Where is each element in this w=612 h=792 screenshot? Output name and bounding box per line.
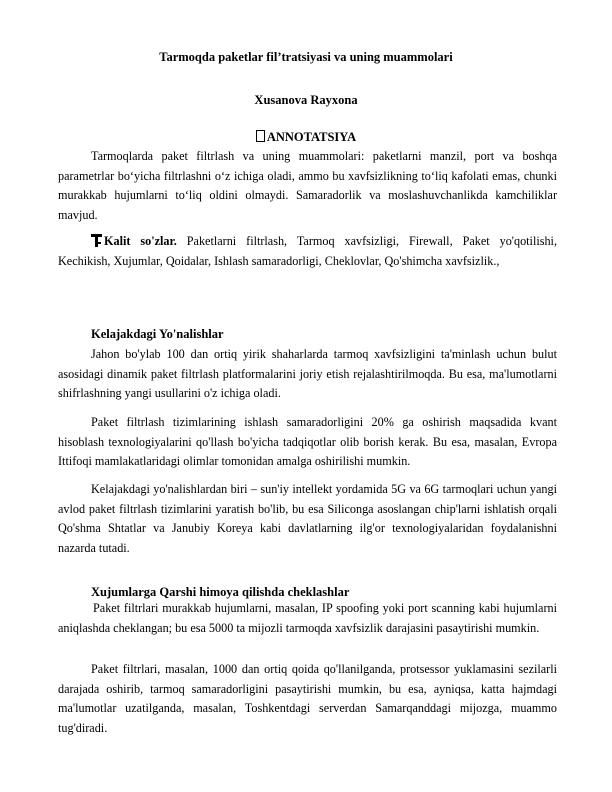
key-icon	[91, 234, 102, 247]
author-name: Xusanova Rayxona	[254, 93, 358, 107]
paper-title: Tarmoqda paketlar fil’tratsiyasi va uning muammolari	[159, 50, 453, 64]
section1-paragraph-1: Jahon bo'ylab 100 dan ortiq yirik shaharlarda tarmoq xavfsizligini ta'minlash uchun bulut asosidagi dinamik paket filtrlash platformalarini joriy etish rejalashtirilmoqda. Bu esa, ma'lumotlarni shifrlashning yangi usullarini o'z ichiga oladi.	[58, 347, 557, 401]
abstract-heading: ANNOTATSIYA	[0, 130, 612, 145]
keywords-label: Kalit so'zlar.	[104, 234, 177, 248]
abstract-text: Tarmoqlarda paket filtrlash va uning muammolari: paketlarni manzil, port va boshqa parametrlar bo‘yicha filtrlashni o‘z ichiga oladi, ammo bu xavfsizlikning to‘liq kafolati emas, chunki murakkab hujumlarni to‘liq oldini olmaydi. Samaradorlik va moslashuvchanlikda kamchiliklar mavjud.	[58, 149, 557, 222]
section1-paragraph-2: Paket filtrlash tizimlarining ishlash samaradorligini 20% ga oshirish maqsadida kvant hisoblash texnologiyalarini qo'llash bo'yicha tadqiqotlar olib borish kerak. Bu esa, masalan, Evropa Ittifoqi mamlakatlaridagi olimlar tomonidan amalga oshirilishi mumkin.	[58, 415, 557, 469]
keywords-text: Paketlarni filtrlash, Tarmoq xavfsizligi, Firewall, Paket yo'qotilishi, Kechikish, Xujumlar, Qoidalar, Ishlash samaradorligi, Cheklovlar, Qo'shimcha xavfsizlik.,	[58, 234, 557, 268]
section1-paragraph-3: Kelajakdagi yo'nalishlardan biri – sun'iy intellekt yordamida 5G va 6G tarmoqlari uchun yangi avlod paket filtrlash tizimlarini yaratish bo'lib, bu esa Siliconga asoslangan chip'larni ishlatish orqali Qo'shma Shtatlar va Janubiy Koreya kabi davlatlarning ilg'or texnologiyalaridan foydalanishni nazarda tutadi.	[58, 482, 557, 555]
section-heading-future-directions: Kelajakdagi Yo'nalishlar	[91, 327, 224, 341]
section2-paragraph-1: Paket filtrlari murakkab hujumlarni, masalan, IP spoofing yoki port scanning kabi hujumlarni aniqlashda cheklangan; bu esa 5000 ta mijozli tarmoqda xavfsizlik darajasini pasaytirishi mumkin.	[58, 601, 557, 635]
missing-glyph-box-icon	[256, 130, 265, 142]
section-heading-attack-limitations: Xujumlarga Qarshi himoya qilishda cheklashlar	[91, 585, 350, 599]
section2-paragraph-2: Paket filtrlari, masalan, 1000 dan ortiq qoida qo'llanilganda, protsessor yuklamasini sezilarli darajada oshirib, tarmoq samaradorligini pasaytirishi mumkin, bu esa, ayniqsa, katta hajmdagi ma'lumotlar uzatilganda, masalan, Toshkentdagi serverdan Samarqanddagi mijozga, muammo tug'diradi.	[58, 662, 557, 735]
keywords-paragraph	[58, 232, 557, 271]
